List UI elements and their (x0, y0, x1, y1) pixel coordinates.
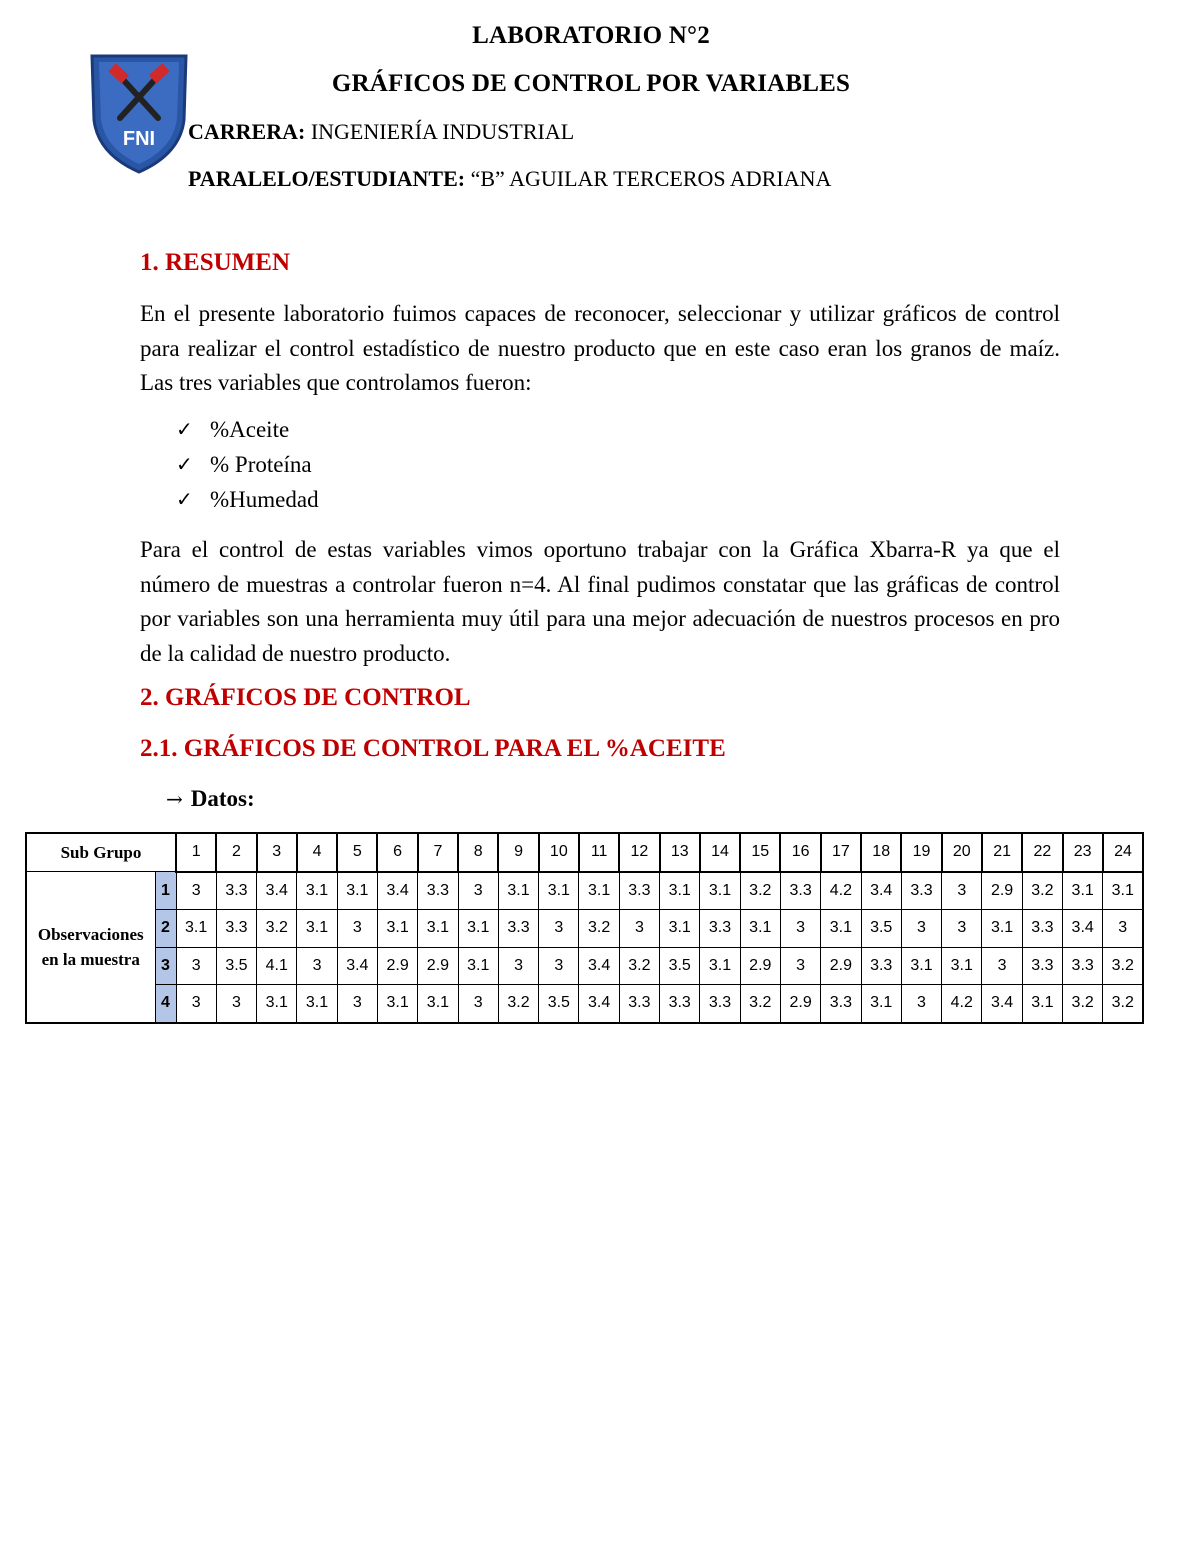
observation-value: 3.1 (337, 872, 377, 910)
subgroup-header-row (26, 833, 1143, 872)
observation-value: 3.4 (579, 947, 619, 985)
table-row (26, 872, 1143, 910)
observation-value: 3.3 (660, 985, 700, 1023)
observation-value: 3.1 (297, 910, 337, 948)
observation-value: 2.9 (377, 947, 417, 985)
subgroup-number: 12 (619, 833, 659, 872)
observation-value: 3 (942, 910, 982, 948)
observation-value: 3.1 (1022, 985, 1062, 1023)
observation-value: 3.1 (821, 910, 861, 948)
observation-value: 4.2 (942, 985, 982, 1023)
check-icon: ✓ (176, 487, 193, 511)
observation-value: 3.1 (660, 910, 700, 948)
subgroup-number: 15 (740, 833, 780, 872)
observation-value: 3 (901, 910, 941, 948)
observation-value: 3.1 (498, 872, 538, 910)
observation-value: 3 (942, 872, 982, 910)
arrow-right-icon: → (166, 787, 183, 811)
observation-number: 2 (155, 910, 176, 948)
observation-value: 3.1 (861, 985, 901, 1023)
observation-value: 4.2 (821, 872, 861, 910)
subgroup-number: 19 (901, 833, 941, 872)
observation-value: 3.3 (700, 910, 740, 948)
table-row (26, 910, 1143, 948)
observation-value: 3.4 (337, 947, 377, 985)
section-heading-aceite: 2.1. GRÁFICOS DE CONTROL PARA EL %ACEITE (140, 735, 726, 762)
subgroup-number: 13 (660, 833, 700, 872)
section-heading-graficos: 2. GRÁFICOS DE CONTROL (140, 684, 471, 711)
resumen-paragraph-2: Para el control de estas variables vimos oportuno trabajar con la Gráfica Xbarra-R ya que el número de muestras a controlar fueron n=4. Al final pudimos constatar que las gráficas de control por variables son una herramienta muy útil para una mejor adecuación de nuestros procesos en pro de la calidad de nuestro producto. (140, 537, 1060, 666)
observation-value: 3.2 (1103, 985, 1143, 1023)
observation-value: 3.1 (700, 872, 740, 910)
list-item: ✓ %Aceite (176, 412, 319, 447)
subgroup-number: 18 (861, 833, 901, 872)
observation-value: 3.3 (1022, 910, 1062, 948)
observation-value: 3.4 (1063, 910, 1103, 948)
observation-value: 3 (780, 947, 820, 985)
observation-value: 2.9 (780, 985, 820, 1023)
check-icon: ✓ (176, 417, 193, 441)
subgroup-number: 16 (780, 833, 820, 872)
observation-value: 3.1 (176, 910, 216, 948)
fni-logo (88, 50, 190, 174)
observations-label: Observaciones en la muestra (26, 872, 155, 1023)
observation-value: 3 (176, 947, 216, 985)
document-title: LABORATORIO N°2 (472, 22, 710, 49)
observation-value: 3.3 (498, 910, 538, 948)
observation-value: 3 (901, 985, 941, 1023)
subgroup-number: 21 (982, 833, 1022, 872)
observation-value: 3.4 (861, 872, 901, 910)
observation-value: 2.9 (982, 872, 1022, 910)
observation-value: 3.4 (377, 872, 417, 910)
subgroup-number: 6 (377, 833, 417, 872)
subgroup-number: 14 (700, 833, 740, 872)
carrera-value: INGENIERÍA INDUSTRIAL (305, 119, 575, 144)
observation-value: 3 (1103, 910, 1143, 948)
observation-value: 3.1 (660, 872, 700, 910)
observation-value: 3.1 (377, 910, 417, 948)
observation-value: 3.1 (418, 910, 458, 948)
observation-number: 3 (155, 947, 176, 985)
observation-value: 3.3 (418, 872, 458, 910)
observation-value: 3.1 (579, 872, 619, 910)
subgroup-number: 5 (337, 833, 377, 872)
observation-value: 3.1 (297, 985, 337, 1023)
observation-value: 3 (498, 947, 538, 985)
observation-value: 3.3 (619, 872, 659, 910)
paralelo-value: “B” AGUILAR TERCEROS ADRIANA (465, 166, 832, 191)
observation-value: 3.3 (1022, 947, 1062, 985)
datos-label: → Datos: (166, 786, 255, 811)
observation-value: 3.2 (498, 985, 538, 1023)
subgroup-number: 11 (579, 833, 619, 872)
subgroup-number: 3 (257, 833, 297, 872)
observation-value: 3 (337, 910, 377, 948)
observation-value: 3 (216, 985, 256, 1023)
observation-value: 3.3 (619, 985, 659, 1023)
observation-value: 3.1 (1063, 872, 1103, 910)
observation-value: 3.1 (740, 910, 780, 948)
observation-value: 3 (458, 985, 498, 1023)
observation-value: 3.2 (619, 947, 659, 985)
observation-value: 2.9 (821, 947, 861, 985)
variables-list (176, 412, 319, 517)
subgroup-number: 17 (821, 833, 861, 872)
subgroup-number: 23 (1063, 833, 1103, 872)
observation-value: 3.1 (257, 985, 297, 1023)
observation-value: 2.9 (740, 947, 780, 985)
list-item: ✓ % Proteína (176, 447, 319, 482)
observation-value: 3.2 (740, 985, 780, 1023)
observation-value: 3.4 (257, 872, 297, 910)
observation-value: 3.1 (377, 985, 417, 1023)
subgroup-label: Sub Grupo (26, 833, 176, 872)
observation-value: 3.1 (297, 872, 337, 910)
observation-value: 3.5 (861, 910, 901, 948)
subgroup-number: 20 (942, 833, 982, 872)
carrera-line (188, 119, 574, 145)
observation-value: 3 (539, 947, 579, 985)
observation-value: 3 (176, 985, 216, 1023)
observation-value: 3.2 (1103, 947, 1143, 985)
observation-value: 3.2 (1063, 985, 1103, 1023)
observation-number: 1 (155, 872, 176, 910)
observation-value: 3.3 (216, 872, 256, 910)
subgroup-number: 8 (458, 833, 498, 872)
observation-value: 3.2 (1022, 872, 1062, 910)
resumen-paragraph-1: En el presente laboratorio fuimos capaces de reconocer, seleccionar y utilizar gráficos de control para realizar el control estadístico de nuestro producto que en este caso eran los granos de maíz. Las tres variables que controlamos fueron: (140, 301, 1060, 395)
observation-value: 3 (458, 872, 498, 910)
paralelo-line (188, 166, 831, 192)
observation-value: 3.3 (861, 947, 901, 985)
subgroup-number: 2 (216, 833, 256, 872)
subgroup-number: 22 (1022, 833, 1062, 872)
observation-value: 3.3 (700, 985, 740, 1023)
subgroup-number: 9 (498, 833, 538, 872)
observation-value: 3.1 (458, 910, 498, 948)
observation-value: 3.5 (539, 985, 579, 1023)
subgroup-number: 4 (297, 833, 337, 872)
observation-value: 3.3 (821, 985, 861, 1023)
subgroup-number: 24 (1103, 833, 1143, 872)
observation-value: 3 (297, 947, 337, 985)
carrera-label: CARRERA: (188, 119, 306, 144)
observation-value: 3 (982, 947, 1022, 985)
observation-value: 3 (780, 910, 820, 948)
observation-value: 3.1 (458, 947, 498, 985)
observation-number: 4 (155, 985, 176, 1023)
observation-value: 3.3 (901, 872, 941, 910)
subgroup-number: 10 (539, 833, 579, 872)
observation-value: 3.4 (982, 985, 1022, 1023)
observation-value: 3.1 (942, 947, 982, 985)
observation-value: 3.3 (216, 910, 256, 948)
observation-value: 2.9 (418, 947, 458, 985)
list-item: ✓ %Humedad (176, 482, 319, 517)
observation-value: 3.5 (216, 947, 256, 985)
table-row (26, 985, 1143, 1023)
observation-value: 3.1 (982, 910, 1022, 948)
section-heading-resumen: 1. RESUMEN (140, 249, 291, 276)
document-subtitle: GRÁFICOS DE CONTROL POR VARIABLES (331, 70, 851, 97)
subgroup-number: 7 (418, 833, 458, 872)
observation-value: 3.2 (740, 872, 780, 910)
observation-value: 3 (619, 910, 659, 948)
aceite-data-table (25, 832, 1144, 1024)
logo-text: FNI (122, 128, 156, 150)
observation-value: 4.1 (257, 947, 297, 985)
observation-value: 3.1 (418, 985, 458, 1023)
observation-value: 3.1 (901, 947, 941, 985)
paralelo-label: PARALELO/ESTUDIANTE: (188, 166, 466, 191)
observation-value: 3 (176, 872, 216, 910)
observation-value: 3.1 (1103, 872, 1143, 910)
observation-value: 3.2 (579, 910, 619, 948)
observation-value: 3.3 (780, 872, 820, 910)
observation-value: 3 (337, 985, 377, 1023)
observation-value: 3.1 (539, 872, 579, 910)
observation-value: 3 (539, 910, 579, 948)
observation-value: 3.5 (660, 947, 700, 985)
check-icon: ✓ (176, 452, 193, 476)
table-row (26, 947, 1143, 985)
observation-value: 3.4 (579, 985, 619, 1023)
subgroup-number: 1 (176, 833, 216, 872)
observation-value: 3.2 (257, 910, 297, 948)
observation-value: 3.1 (700, 947, 740, 985)
observation-value: 3.3 (1063, 947, 1103, 985)
